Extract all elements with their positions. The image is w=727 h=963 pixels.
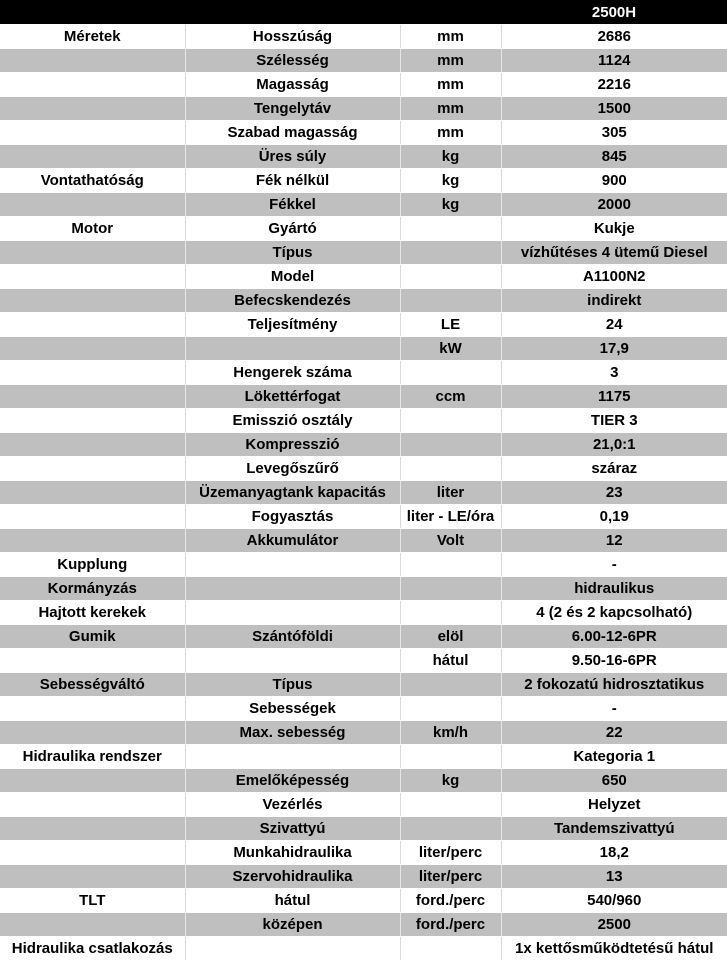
unit-cell [400, 817, 501, 841]
table-row [0, 97, 727, 121]
category-cell [0, 121, 185, 145]
parameter-cell [185, 577, 400, 601]
category-cell [0, 505, 185, 529]
value-cell: 12 [501, 529, 727, 553]
parameter-cell: Típus [185, 241, 400, 265]
parameter-cell: hátul [185, 889, 400, 913]
parameter-cell: Akkumulátor [185, 529, 400, 553]
parameter-cell: Emelőképesség [185, 769, 400, 793]
parameter-cell: Kompresszió [185, 433, 400, 457]
unit-cell [400, 409, 501, 433]
unit-cell [400, 457, 501, 481]
unit-cell: mm [400, 49, 501, 73]
category-cell: Méretek [0, 25, 185, 49]
unit-cell: ccm [400, 385, 501, 409]
parameter-cell: Fék nélkül [185, 169, 400, 193]
table-row [0, 25, 727, 49]
parameter-cell: Üzemanyagtank kapacitás [185, 481, 400, 505]
parameter-cell: Hosszúság [185, 25, 400, 49]
value-cell: Tandemszivattyú [501, 817, 727, 841]
value-cell: A1100N2 [501, 265, 727, 289]
table-row [0, 865, 727, 889]
category-cell [0, 337, 185, 361]
unit-cell: ford./perc [400, 889, 501, 913]
table-row [0, 121, 727, 145]
category-cell [0, 289, 185, 313]
value-cell: 0,19 [501, 505, 727, 529]
category-cell [0, 97, 185, 121]
unit-cell: km/h [400, 721, 501, 745]
value-cell: 2000 [501, 193, 727, 217]
unit-cell: kg [400, 193, 501, 217]
value-cell: 305 [501, 121, 727, 145]
unit-cell [400, 361, 501, 385]
value-cell: 18,2 [501, 841, 727, 865]
category-cell: Hidraulika rendszer [0, 745, 185, 769]
table-row [0, 241, 727, 265]
unit-cell: mm [400, 25, 501, 49]
value-cell: - [501, 553, 727, 577]
category-cell [0, 649, 185, 673]
unit-cell: kg [400, 145, 501, 169]
value-cell: száraz [501, 457, 727, 481]
value-cell: 900 [501, 169, 727, 193]
value-cell: 2216 [501, 73, 727, 97]
table-row [0, 793, 727, 817]
unit-cell: kg [400, 769, 501, 793]
model-header: 2500H [501, 0, 727, 25]
parameter-cell: Szabad magasság [185, 121, 400, 145]
category-cell [0, 73, 185, 97]
category-cell [0, 481, 185, 505]
unit-cell: Volt [400, 529, 501, 553]
category-cell: Hidraulika csatlakozás [0, 937, 185, 961]
unit-cell [400, 601, 501, 625]
value-cell: - [501, 697, 727, 721]
category-cell [0, 457, 185, 481]
unit-cell [400, 793, 501, 817]
unit-cell: ford./perc [400, 913, 501, 937]
table-row [0, 529, 727, 553]
parameter-cell: Szántóföldi [185, 625, 400, 649]
table-row [0, 505, 727, 529]
category-cell [0, 385, 185, 409]
header-empty-cell [185, 0, 400, 25]
category-cell [0, 793, 185, 817]
unit-cell: kW [400, 337, 501, 361]
parameter-cell: Sebességek [185, 697, 400, 721]
category-cell [0, 697, 185, 721]
table-row [0, 913, 727, 937]
table-row [0, 313, 727, 337]
parameter-cell: Fékkel [185, 193, 400, 217]
table-row [0, 817, 727, 841]
table-row [0, 601, 727, 625]
parameter-cell: Model [185, 265, 400, 289]
unit-cell: mm [400, 121, 501, 145]
table-row [0, 457, 727, 481]
parameter-cell [185, 553, 400, 577]
value-cell: Helyzet [501, 793, 727, 817]
table-row [0, 145, 727, 169]
parameter-cell: Fogyasztás [185, 505, 400, 529]
unit-cell: liter/perc [400, 865, 501, 889]
parameter-cell: Teljesítmény [185, 313, 400, 337]
table-row [0, 889, 727, 913]
value-cell: 24 [501, 313, 727, 337]
table-row [0, 409, 727, 433]
table-row [0, 649, 727, 673]
value-cell: 1175 [501, 385, 727, 409]
category-cell [0, 145, 185, 169]
value-cell: 1500 [501, 97, 727, 121]
category-cell [0, 769, 185, 793]
unit-cell [400, 937, 501, 961]
category-cell: Sebességváltó [0, 673, 185, 697]
table-row [0, 385, 727, 409]
parameter-cell [185, 937, 400, 961]
category-cell [0, 721, 185, 745]
table-row [0, 361, 727, 385]
table-row [0, 769, 727, 793]
unit-cell: mm [400, 97, 501, 121]
value-cell: 22 [501, 721, 727, 745]
category-cell: Motor [0, 217, 185, 241]
parameter-cell: Befecskendezés [185, 289, 400, 313]
category-cell [0, 409, 185, 433]
unit-cell: elöl [400, 625, 501, 649]
table-row [0, 169, 727, 193]
header-empty-cell [0, 0, 185, 25]
unit-cell: liter - LE/óra [400, 505, 501, 529]
category-cell: Hajtott kerekek [0, 601, 185, 625]
header-empty-cell [400, 0, 501, 25]
header-row [0, 0, 727, 25]
unit-cell: mm [400, 73, 501, 97]
table-row [0, 721, 727, 745]
table-row [0, 73, 727, 97]
parameter-cell: Típus [185, 673, 400, 697]
table-row [0, 697, 727, 721]
table-row [0, 49, 727, 73]
parameter-cell [185, 649, 400, 673]
unit-cell: liter [400, 481, 501, 505]
value-cell: 6.00-12-6PR [501, 625, 727, 649]
category-cell: Gumik [0, 625, 185, 649]
parameter-cell: Emisszió osztály [185, 409, 400, 433]
table-row [0, 577, 727, 601]
unit-cell [400, 265, 501, 289]
parameter-cell: Szélesség [185, 49, 400, 73]
category-cell [0, 241, 185, 265]
value-cell: Kategoria 1 [501, 745, 727, 769]
unit-cell [400, 745, 501, 769]
table-row [0, 745, 727, 769]
parameter-cell: Vezérlés [185, 793, 400, 817]
value-cell: 650 [501, 769, 727, 793]
category-cell [0, 865, 185, 889]
category-cell [0, 529, 185, 553]
parameter-cell: Max. sebesség [185, 721, 400, 745]
category-cell [0, 913, 185, 937]
unit-cell [400, 433, 501, 457]
table-row [0, 433, 727, 457]
parameter-cell: Lökettérfogat [185, 385, 400, 409]
parameter-cell: Hengerek száma [185, 361, 400, 385]
value-cell: 17,9 [501, 337, 727, 361]
category-cell [0, 817, 185, 841]
table-row [0, 289, 727, 313]
parameter-cell: Gyártó [185, 217, 400, 241]
unit-cell [400, 577, 501, 601]
table-row [0, 337, 727, 361]
unit-cell [400, 217, 501, 241]
value-cell: 3 [501, 361, 727, 385]
value-cell: vízhűtéses 4 ütemű Diesel [501, 241, 727, 265]
unit-cell [400, 673, 501, 697]
category-cell [0, 433, 185, 457]
category-cell [0, 265, 185, 289]
value-cell: 4 (2 és 2 kapcsolható) [501, 601, 727, 625]
value-cell: hidraulikus [501, 577, 727, 601]
value-cell: indirekt [501, 289, 727, 313]
value-cell: 2686 [501, 25, 727, 49]
value-cell: 9.50-16-6PR [501, 649, 727, 673]
table-row [0, 673, 727, 697]
table-row [0, 937, 727, 961]
value-cell: Kukje [501, 217, 727, 241]
parameter-cell: Szervohidraulika [185, 865, 400, 889]
category-cell: TLT [0, 889, 185, 913]
parameter-cell [185, 745, 400, 769]
unit-cell: hátul [400, 649, 501, 673]
table-row [0, 553, 727, 577]
parameter-cell: Munkahidraulika [185, 841, 400, 865]
value-cell: 13 [501, 865, 727, 889]
parameter-cell: Magasság [185, 73, 400, 97]
category-cell [0, 841, 185, 865]
value-cell: 540/960 [501, 889, 727, 913]
category-cell: Kormányzás [0, 577, 185, 601]
value-cell: 2500 [501, 913, 727, 937]
parameter-cell: Tengelytáv [185, 97, 400, 121]
value-cell: 2 fokozatú hidrosztatikus [501, 673, 727, 697]
category-cell [0, 49, 185, 73]
unit-cell: liter/perc [400, 841, 501, 865]
parameter-cell: Levegőszűrő [185, 457, 400, 481]
value-cell: 23 [501, 481, 727, 505]
category-cell [0, 313, 185, 337]
unit-cell [400, 241, 501, 265]
unit-cell [400, 697, 501, 721]
unit-cell: kg [400, 169, 501, 193]
table-row [0, 625, 727, 649]
value-cell: 1x kettősműködtetésű hátul [501, 937, 727, 961]
category-cell [0, 361, 185, 385]
parameter-cell [185, 337, 400, 361]
value-cell: 1124 [501, 49, 727, 73]
unit-cell [400, 553, 501, 577]
parameter-cell: középen [185, 913, 400, 937]
table-row [0, 481, 727, 505]
table-row [0, 841, 727, 865]
value-cell: 845 [501, 145, 727, 169]
category-cell: Vontathatóság [0, 169, 185, 193]
parameter-cell: Üres súly [185, 145, 400, 169]
table-row [0, 193, 727, 217]
table-row [0, 265, 727, 289]
value-cell: TIER 3 [501, 409, 727, 433]
table-row [0, 217, 727, 241]
parameter-cell: Szivattyú [185, 817, 400, 841]
unit-cell [400, 289, 501, 313]
unit-cell: LE [400, 313, 501, 337]
category-cell: Kupplung [0, 553, 185, 577]
parameter-cell [185, 601, 400, 625]
value-cell: 21,0:1 [501, 433, 727, 457]
category-cell [0, 193, 185, 217]
